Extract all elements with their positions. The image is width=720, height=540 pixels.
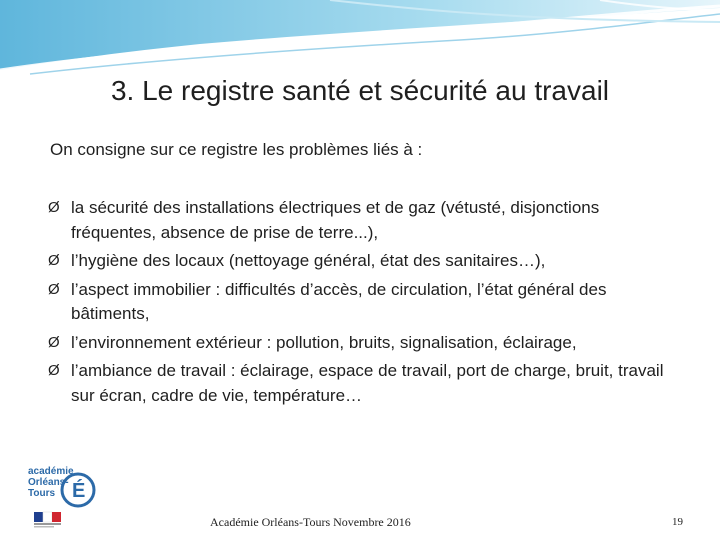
arrow-bullet-icon: Ø: [48, 362, 60, 379]
arrow-bullet-icon: Ø: [48, 199, 60, 216]
arrow-bullet-icon: Ø: [48, 333, 60, 351]
page-number: 19: [672, 516, 683, 528]
list-item: [48, 249, 688, 274]
academie-logo: [28, 462, 98, 530]
list-item-text: l’hygiène des locaux (nettoyage général, état des sanitaires…),: [71, 251, 546, 270]
list-item: [48, 278, 688, 327]
list-item-text: l’ambiance de travail : éclairage, espace de travail, port de charge, bruit, travail sur écran, cadre de vie, température…: [71, 361, 664, 405]
header-decoration: [0, 0, 720, 80]
list-item-text: l’aspect immobilier : difficultés d’accès, de circulation, l’état général des bâtiments,: [71, 279, 607, 323]
list-item-text: l’environnement extérieur : pollution, bruits, signalisation, éclairage,: [71, 332, 577, 352]
arrow-bullet-icon: Ø: [48, 252, 60, 269]
svg-text:É: É: [72, 480, 86, 502]
footer-text: Académie Orléans-Tours Novembre 2016: [210, 515, 411, 529]
slide-title: 3. Le registre santé et sécurité au travail: [110, 75, 610, 106]
list-item: [48, 359, 688, 408]
bullet-list: [48, 196, 688, 412]
logo-e-icon: [28, 462, 98, 530]
arrow-bullet-icon: Ø: [48, 280, 60, 298]
list-item: [48, 331, 688, 356]
list-item-text: la sécurité des installations électriques et de gaz (vétusté, disjonctions fréquentes, absence de prise de terre...),: [71, 198, 600, 242]
list-item: [48, 196, 688, 245]
logo-wordmark: académie Orléans-Tours: [28, 466, 74, 499]
intro-text: On consigne sur ce registre les problèmes liés à :: [50, 140, 423, 159]
